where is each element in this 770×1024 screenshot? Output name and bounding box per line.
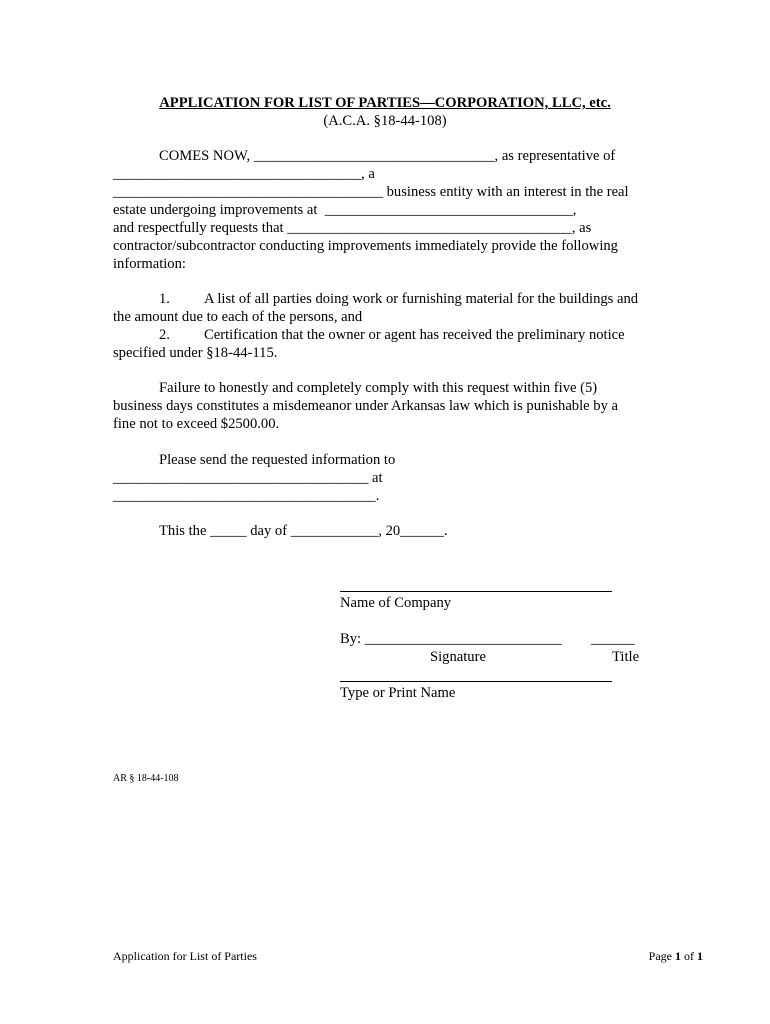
item-1-text: A list of all parties doing work or furnishing material for the buildings and [204,291,639,307]
title-label: Title [612,649,640,665]
p1-line-4: estate undergoing improvements at __________________________________, [113,202,577,218]
item-2-text: Certification that the owner or agent has received the preliminary notice [204,327,625,343]
page-total: 1 [697,949,703,963]
p1-line-2: __________________________________, a [113,166,375,182]
p1-line-6: contractor/subcontractor conducting improvements immediately provide the following [113,238,618,254]
comes-now-line: COMES NOW, _________________________________, as representative of [159,148,616,164]
document-citation: (A.C.A. §18-44-108) [323,113,447,129]
company-name-label: Name of Company [340,595,452,611]
signature-label: Signature [430,649,486,665]
by-signature-line: By: ___________________________ ______ [340,631,635,647]
item-2-number: 2. [159,327,170,343]
date-line: This the _____ day of ____________, 20______. [159,523,448,539]
p3-line-3: ____________________________________. [113,488,380,504]
p3-line-2: ___________________________________ at [113,470,383,486]
item-1-text-cont: the amount due to each of the persons, and [113,309,363,325]
p3-line-1: Please send the requested information to [159,452,396,468]
statute-reference: AR § 18-44-108 [113,773,179,784]
document-title: APPLICATION FOR LIST OF PARTIES—CORPORATION, LLC, etc. [159,95,611,111]
company-name-rule [340,591,612,592]
footer-page-number [649,947,703,965]
p2-line-1: Failure to honestly and completely comply with this request within five (5) [159,380,598,396]
print-name-rule [340,681,612,682]
p1-line-3: _____________________________________ business entity with an interest in the real [113,184,629,200]
footer-document-name: Application for List of Parties [113,949,257,963]
p1-line-7: information: [113,256,186,272]
item-1-number: 1. [159,291,170,307]
item-2-text-cont: specified under §18-44-115. [113,345,278,361]
p2-line-2: business days constitutes a misdemeanor under Arkansas law which is punishable by a [113,398,619,414]
page-current: 1 [675,949,681,963]
p1-line-5: and respectfully requests that _______________________________________, as [113,220,592,236]
p2-line-3: fine not to exceed $2500.00. [113,416,280,432]
page-of: of [681,949,697,963]
page-prefix: Page [648,949,675,963]
print-name-label: Type or Print Name [340,685,456,701]
